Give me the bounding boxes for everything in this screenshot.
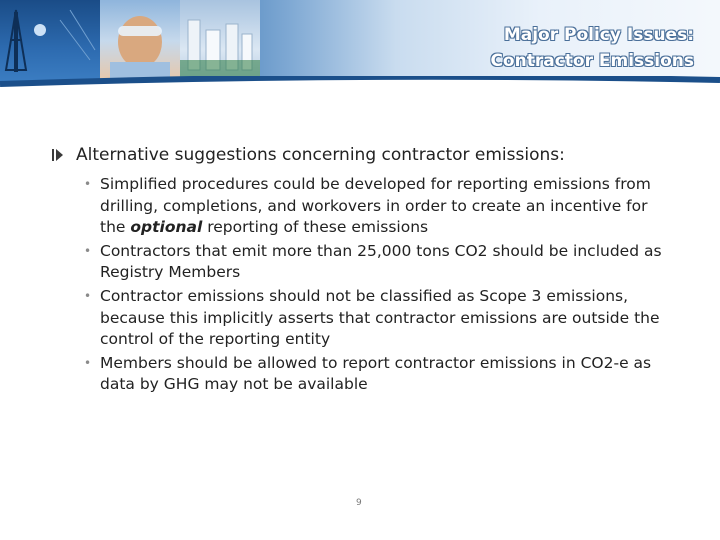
sub-bullet-text: Members should be allowed to report contractor emissions in CO2-e as data by GHG may not be available (100, 353, 652, 394)
slide-title (490, 22, 694, 74)
dot-bullet-icon: • (84, 355, 92, 370)
header-banner (0, 0, 720, 110)
sub-bullet-item (82, 241, 666, 284)
sub-bullet-list (56, 174, 666, 396)
arrow-bullet-icon (56, 149, 63, 161)
sub-bullet-item (82, 353, 666, 396)
sub-bullet-text: Contractor emissions should not be classified as Scope 3 emissions, because this implicitly asserts that contractor emissions are outside the control of the reporting entity (100, 286, 660, 349)
main-bullet (56, 144, 666, 166)
oil-rig-photo (0, 0, 100, 82)
worker-photo (100, 0, 180, 82)
emphasis-text: optional (130, 218, 203, 237)
title-line-1: Major Policy Issues: (503, 25, 694, 45)
main-bullet-text: Alternative suggestions concerning contractor emissions: (76, 145, 565, 165)
dot-bullet-icon: • (84, 288, 92, 303)
sub-bullet-text: Contractors that emit more than 25,000 tons CO2 should be included as Registry Members (100, 241, 662, 282)
page-number: 9 (356, 498, 362, 508)
sub-bullet-text: Simplified procedures could be developed for reporting emissions from drilling, completions, and workovers in order to create an incentive for the (100, 175, 651, 237)
dot-bullet-icon: • (84, 177, 92, 191)
banner-curve (0, 76, 720, 110)
sub-bullet-text: reporting of these emissions (202, 218, 429, 237)
title-line-2: Contractor Emissions (490, 51, 694, 71)
dot-bullet-icon: • (84, 243, 92, 258)
sub-bullet-item (82, 174, 666, 239)
slide-body (56, 144, 666, 398)
refinery-photo (180, 0, 260, 82)
sub-bullet-item (82, 286, 666, 351)
